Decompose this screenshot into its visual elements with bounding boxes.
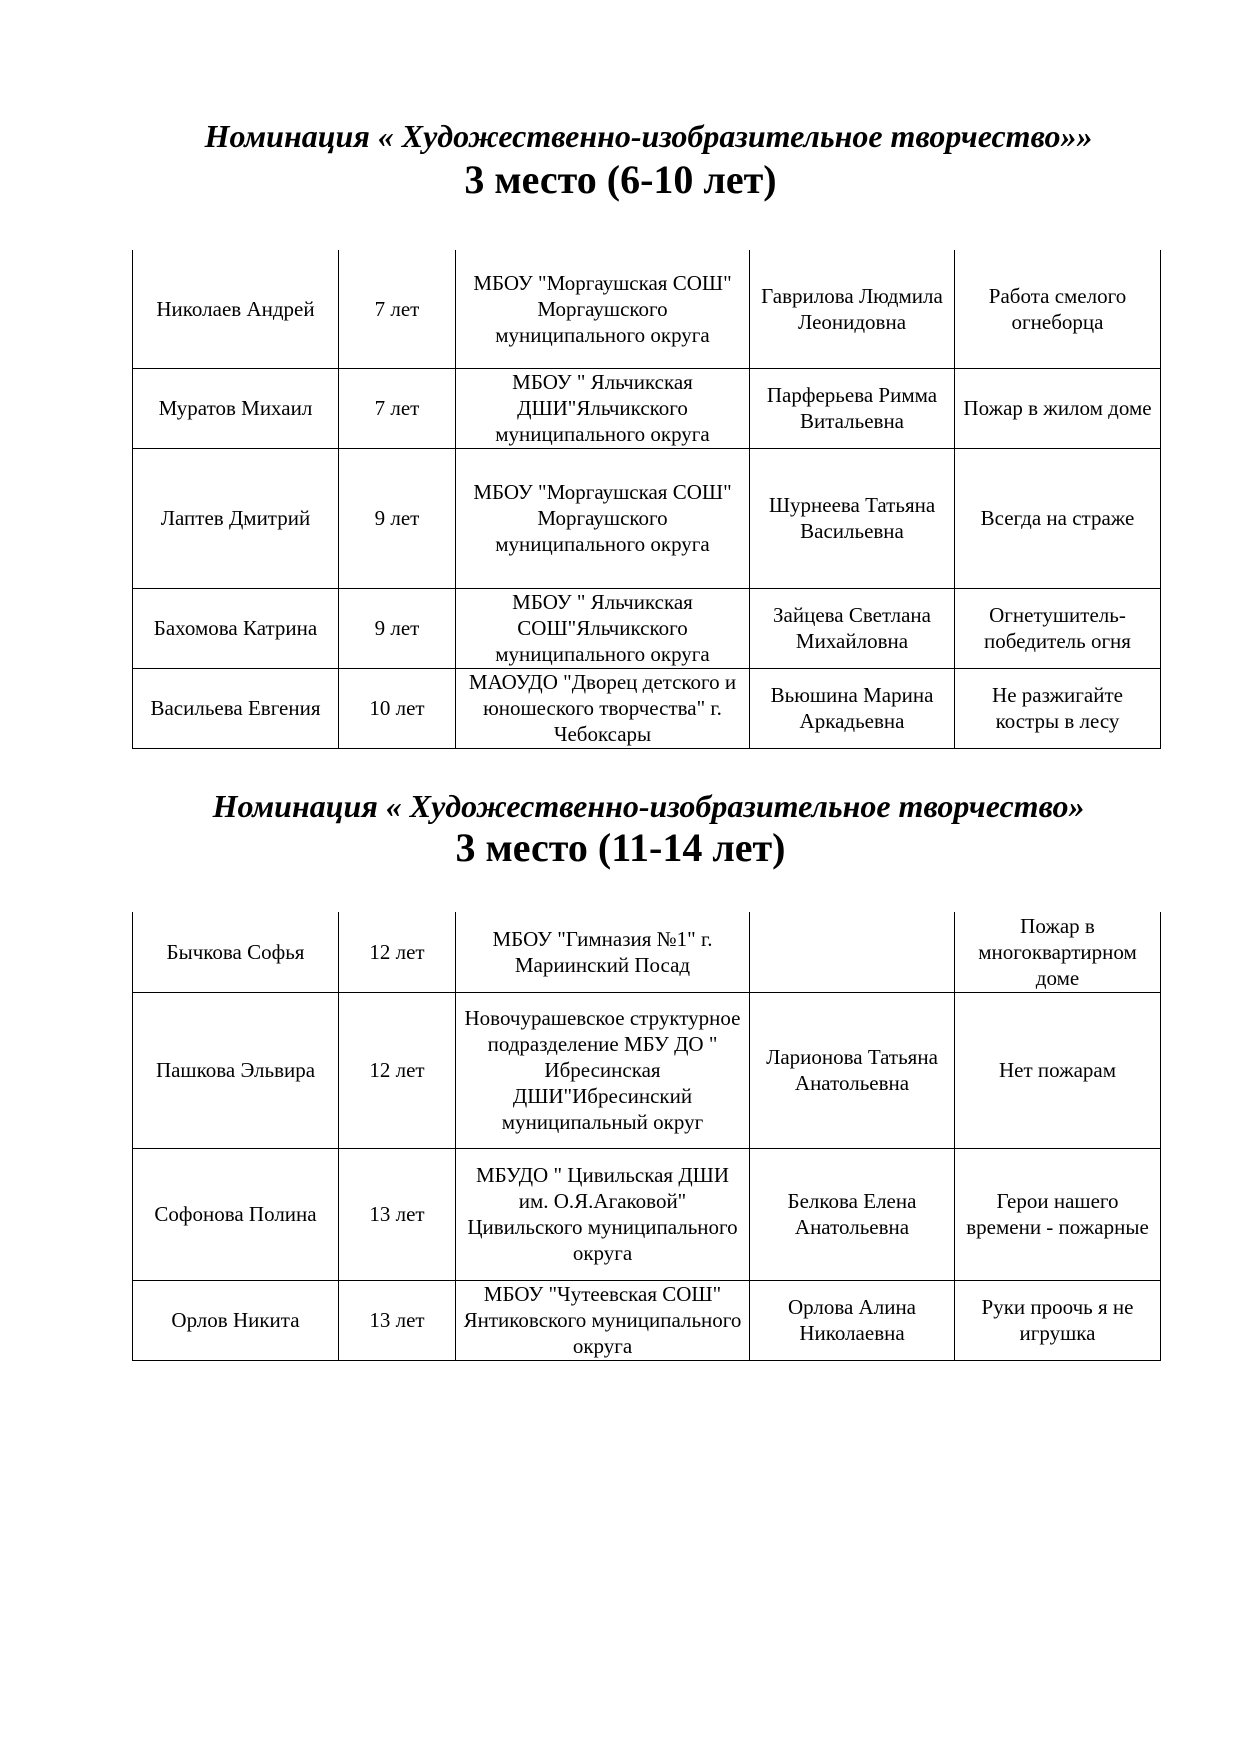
table-row xyxy=(133,1148,1161,1280)
participant-school: МБОУ " Яльчикская ДШИ"Яльчикского муниципального округа xyxy=(456,368,750,448)
participant-name: Муратов Михаил xyxy=(133,368,339,448)
participant-work: Работа смелого огнеборца xyxy=(955,250,1161,368)
participant-school: МБОУ " Яльчикская СОШ"Яльчикского муниципального округа xyxy=(456,588,750,668)
participant-age: 13 лет xyxy=(339,1280,456,1360)
participant-school: Новочурашевское структурное подразделение МБУ ДО " Ибресинская ДШИ"Ибресинский муниципальный округ xyxy=(456,992,750,1148)
participant-work: Всегда на страже xyxy=(955,448,1161,588)
participant-age: 12 лет xyxy=(339,992,456,1148)
table-row xyxy=(133,368,1161,448)
awards-table-11-14 xyxy=(132,912,1161,1361)
table-row xyxy=(133,992,1161,1148)
participant-teacher: Парферьева Римма Витальевна xyxy=(750,368,955,448)
participant-name: Васильева Евгения xyxy=(133,668,339,748)
participant-school: МБОУ "Моргаушская СОШ" Моргаушского муниципального округа xyxy=(456,250,750,368)
place-heading-2: 3 место (11-14 лет) xyxy=(455,825,786,870)
place-heading-1: 3 место (6-10 лет) xyxy=(464,157,777,202)
participant-teacher: Вьюшина Марина Аркадьевна xyxy=(750,668,955,748)
table-row xyxy=(133,448,1161,588)
participant-school: МАОУДО "Дворец детского и юношеского творчества" г. Чебоксары xyxy=(456,668,750,748)
table-row xyxy=(133,1280,1161,1360)
participant-work: Не разжигайте костры в лесу xyxy=(955,668,1161,748)
nomination-title-1: Номинация « Художественно-изобразительное творчество»» xyxy=(204,118,1093,154)
participant-teacher: Гаврилова Людмила Леонидовна xyxy=(750,250,955,368)
participant-age: 13 лет xyxy=(339,1148,456,1280)
participant-work: Пожар в многоквартирном доме xyxy=(955,912,1161,992)
participant-age: 10 лет xyxy=(339,668,456,748)
participant-age: 9 лет xyxy=(339,448,456,588)
participant-work: Герои нашего времени - пожарные xyxy=(955,1148,1161,1280)
participant-school: МБОУ "Чутеевская СОШ" Янтиковского муниципального округа xyxy=(456,1280,750,1360)
table-row xyxy=(133,912,1161,992)
participant-age: 12 лет xyxy=(339,912,456,992)
participant-teacher: Ларионова Татьяна Анатольевна xyxy=(750,992,955,1148)
awards-table-6-10 xyxy=(132,250,1161,749)
participant-name: Софонова Полина xyxy=(133,1148,339,1280)
participant-name: Пашкова Эльвира xyxy=(133,992,339,1148)
table-row xyxy=(133,250,1161,368)
table-row xyxy=(133,588,1161,668)
participant-school: МБУДО " Цивильская ДШИ им. О.Я.Агаковой" Цивильского муниципального округа xyxy=(456,1148,750,1280)
participant-age: 7 лет xyxy=(339,250,456,368)
participant-work: Нет пожарам xyxy=(955,992,1161,1148)
participant-teacher xyxy=(750,912,955,992)
participant-name: Лаптев Дмитрий xyxy=(133,448,339,588)
participant-age: 7 лет xyxy=(339,368,456,448)
participant-teacher: Орлова Алина Николаевна xyxy=(750,1280,955,1360)
participant-work: Огнетушитель-победитель огня xyxy=(955,588,1161,668)
participant-school: МБОУ "Моргаушская СОШ" Моргаушского муниципального округа xyxy=(456,448,750,588)
participant-work: Руки проочь я не игрушка xyxy=(955,1280,1161,1360)
participant-teacher: Белкова Елена Анатольевна xyxy=(750,1148,955,1280)
participant-teacher: Зайцева Светлана Михайловна xyxy=(750,588,955,668)
participant-name: Бахомова Катрина xyxy=(133,588,339,668)
participant-work: Пожар в жилом доме xyxy=(955,368,1161,448)
nomination-title-2: Номинация « Художественно-изобразительное творчество» xyxy=(212,788,1085,824)
participant-name: Орлов Никита xyxy=(133,1280,339,1360)
participant-teacher: Шурнеева Татьяна Васильевна xyxy=(750,448,955,588)
participant-school: МБОУ "Гимназия №1" г. Мариинский Посад xyxy=(456,912,750,992)
participant-age: 9 лет xyxy=(339,588,456,668)
participant-name: Николаев Андрей xyxy=(133,250,339,368)
participant-name: Бычкова Софья xyxy=(133,912,339,992)
table-row xyxy=(133,668,1161,748)
